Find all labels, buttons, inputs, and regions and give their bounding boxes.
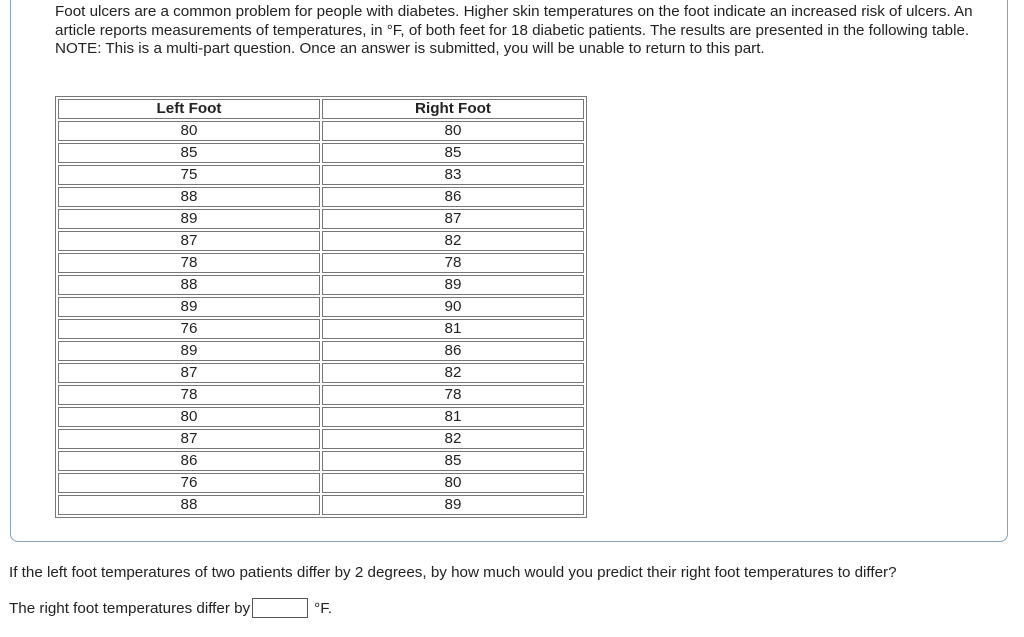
left-foot-cell: 86 bbox=[58, 451, 320, 471]
table-row bbox=[58, 473, 584, 493]
right-foot-cell: 82 bbox=[322, 363, 584, 383]
table-row bbox=[58, 297, 584, 317]
table-row bbox=[58, 429, 584, 449]
left-foot-cell: 76 bbox=[58, 319, 320, 339]
table-row bbox=[58, 187, 584, 207]
table-row bbox=[58, 407, 584, 427]
multi-part-note: NOTE: This is a multi-part question. Once an answer is submitted, you will be unable to return to this part. bbox=[55, 40, 765, 57]
left-foot-cell: 80 bbox=[58, 407, 320, 427]
table-row bbox=[58, 121, 584, 141]
right-foot-cell: 89 bbox=[322, 495, 584, 515]
right-foot-cell: 83 bbox=[322, 165, 584, 185]
table-row bbox=[58, 231, 584, 251]
problem-statement bbox=[55, 3, 985, 59]
table-row bbox=[58, 451, 584, 471]
table-row bbox=[58, 319, 584, 339]
table-row bbox=[58, 143, 584, 163]
right-foot-cell: 90 bbox=[322, 297, 584, 317]
right-foot-cell: 86 bbox=[322, 187, 584, 207]
table-header-row bbox=[58, 99, 584, 119]
left-foot-cell: 87 bbox=[58, 363, 320, 383]
left-foot-cell: 78 bbox=[58, 253, 320, 273]
left-foot-cell: 88 bbox=[58, 495, 320, 515]
table-row bbox=[58, 363, 584, 383]
left-foot-cell: 75 bbox=[58, 165, 320, 185]
right-foot-cell: 82 bbox=[322, 231, 584, 251]
table-body bbox=[58, 121, 584, 515]
right-foot-cell: 85 bbox=[322, 143, 584, 163]
right-foot-cell: 89 bbox=[322, 275, 584, 295]
left-foot-cell: 85 bbox=[58, 143, 320, 163]
left-foot-cell: 88 bbox=[58, 187, 320, 207]
follow-up-question: If the left foot temperatures of two patients differ by 2 degrees, by how much would you predict their right foot temperatures to differ? bbox=[9, 564, 897, 581]
answer-prefix: The right foot temperatures differ by bbox=[9, 599, 251, 617]
answer-row bbox=[9, 598, 332, 618]
left-foot-cell: 89 bbox=[58, 297, 320, 317]
table-row bbox=[58, 495, 584, 515]
right-foot-cell: 86 bbox=[322, 341, 584, 361]
temperature-table bbox=[55, 96, 587, 518]
table-row bbox=[58, 275, 584, 295]
right-foot-cell: 82 bbox=[322, 429, 584, 449]
left-foot-cell: 89 bbox=[58, 209, 320, 229]
left-foot-header: Left Foot bbox=[58, 99, 320, 119]
table-row bbox=[58, 209, 584, 229]
table-row bbox=[58, 385, 584, 405]
intro-paragraph: Foot ulcers are a common problem for people with diabetes. Higher skin temperatures on the foot indicate an increased risk of ulcers. An article reports measurements of temperatures, in °F, of both feet for 18 diabetic patients. The results are presented in the following table. bbox=[55, 3, 973, 39]
right-foot-cell: 81 bbox=[322, 319, 584, 339]
right-foot-header: Right Foot bbox=[322, 99, 584, 119]
table-row bbox=[58, 341, 584, 361]
answer-unit: °F. bbox=[314, 599, 333, 617]
right-foot-cell: 81 bbox=[322, 407, 584, 427]
left-foot-cell: 87 bbox=[58, 231, 320, 251]
left-foot-cell: 89 bbox=[58, 341, 320, 361]
right-foot-cell: 80 bbox=[322, 121, 584, 141]
left-foot-cell: 80 bbox=[58, 121, 320, 141]
left-foot-cell: 88 bbox=[58, 275, 320, 295]
right-foot-cell: 85 bbox=[322, 451, 584, 471]
table-row bbox=[58, 165, 584, 185]
right-foot-cell: 78 bbox=[322, 385, 584, 405]
right-foot-cell: 78 bbox=[322, 253, 584, 273]
left-foot-cell: 87 bbox=[58, 429, 320, 449]
left-foot-cell: 78 bbox=[58, 385, 320, 405]
right-foot-cell: 80 bbox=[322, 473, 584, 493]
answer-input[interactable] bbox=[252, 598, 308, 618]
table-row bbox=[58, 253, 584, 273]
right-foot-cell: 87 bbox=[322, 209, 584, 229]
left-foot-cell: 76 bbox=[58, 473, 320, 493]
